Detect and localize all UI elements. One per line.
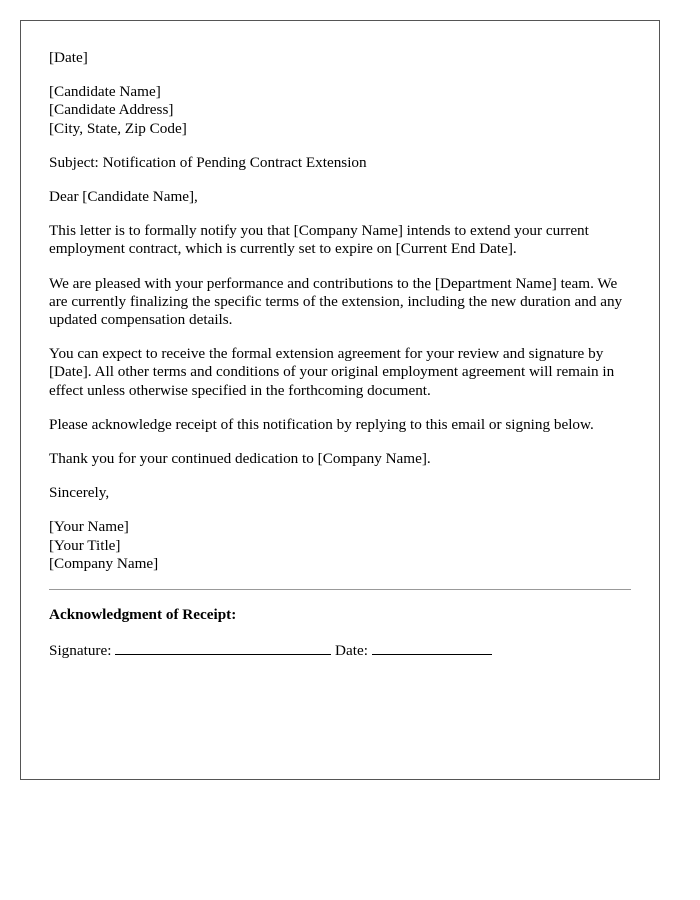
closing: Sincerely, — [49, 484, 110, 502]
letter-date-block — [49, 49, 631, 67]
body-paragraph-performance: We are pleased with your performance and contributions to the [Department Name] team. We are currently finalizing the specific terms of the extension, including the new duration and any updated compensation details. — [49, 274, 623, 329]
acknowledgment-heading: Acknowledgment of Receipt: — [49, 606, 237, 624]
body-paragraph-notification: This letter is to formally notify you that [Company Name] intends to extend your current employment contract, which is currently set to expire on [Current End Date]. — [49, 222, 589, 258]
sender-block — [49, 518, 631, 573]
date-line[interactable] — [372, 640, 492, 655]
sender-title: [Your Title] — [49, 536, 121, 554]
section-divider — [49, 589, 631, 590]
date-label: Date: — [335, 642, 368, 660]
recipient-address-block — [49, 83, 631, 138]
body-paragraph-agreement: You can expect to receive the formal extension agreement for your review and signature by [Date]. All other terms and conditions of your original employment agreement will remain in effect unless otherwise specified in the forthcoming document. — [49, 345, 615, 399]
signature-line[interactable] — [115, 640, 331, 655]
subject-line: Subject: Notification of Pending Contract Extension — [49, 153, 367, 171]
signature-row — [49, 640, 631, 660]
recipient-address: [Candidate Address] — [49, 101, 174, 119]
recipient-city-state-zip: [City, State, Zip Code] — [49, 119, 187, 137]
letter-date: [Date] — [49, 49, 88, 66]
body-paragraph-acknowledge: Please acknowledge receipt of this notification by replying to this email or signing below. — [49, 415, 594, 433]
sender-name: [Your Name] — [49, 518, 129, 536]
salutation: Dear [Candidate Name], — [49, 188, 198, 206]
signature-label: Signature: — [49, 642, 112, 660]
body-paragraph-thanks: Thank you for your continued dedication to [Company Name]. — [49, 450, 431, 468]
letter-page — [20, 20, 660, 780]
sender-company: [Company Name] — [49, 554, 159, 572]
recipient-name: [Candidate Name] — [49, 83, 161, 101]
